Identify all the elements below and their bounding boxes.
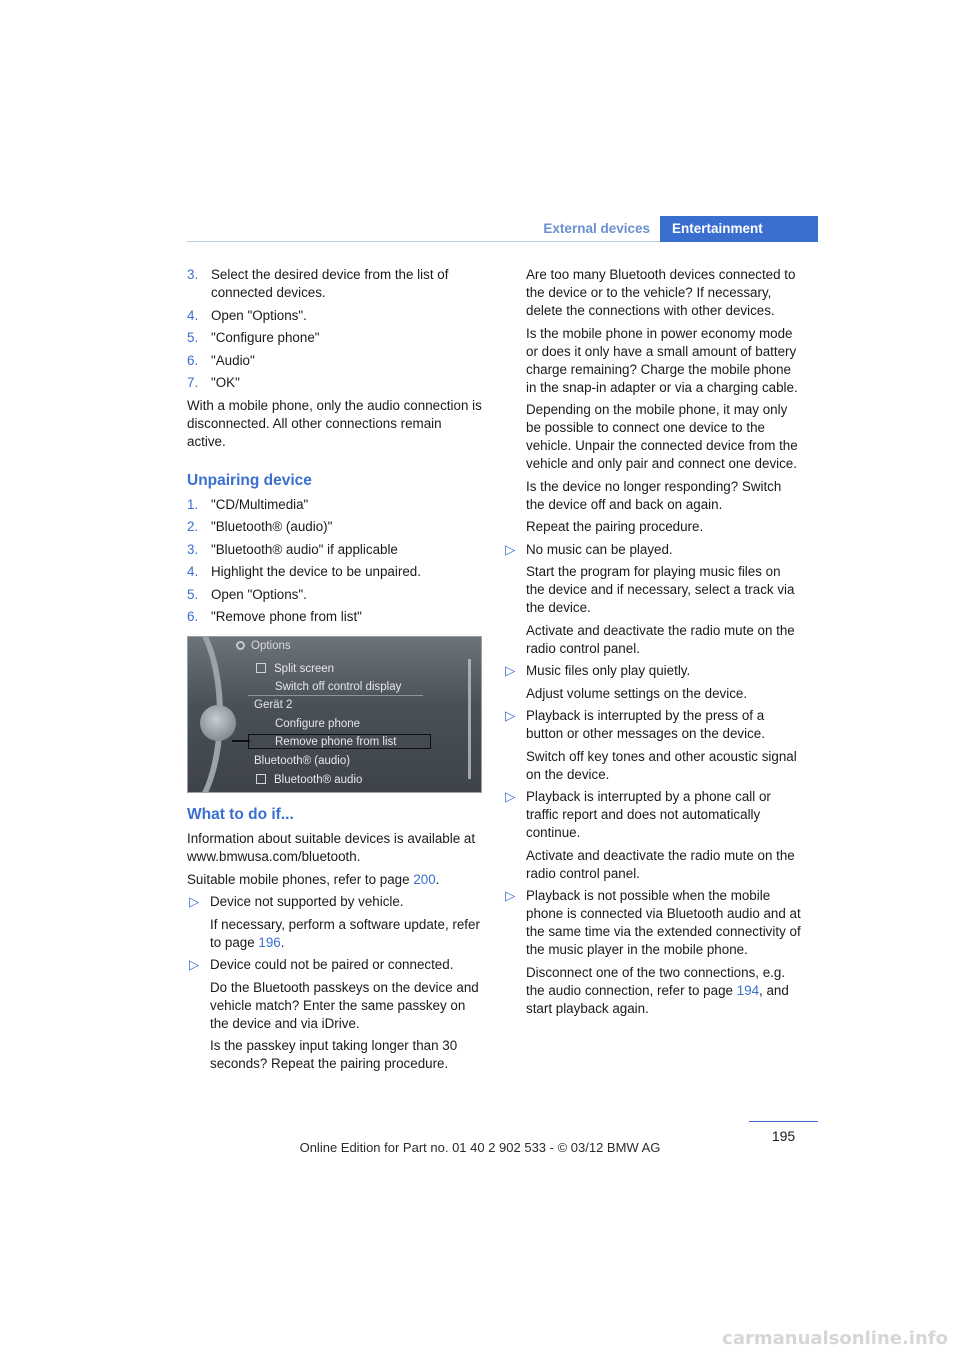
list-item: 4. Open "Options". (187, 307, 307, 323)
bullet-subtext: Depending on the mobile phone, it may only be possible to connect one device to the vehicle. Unpair the connected device from the vehicle and only pair and connect one device. (526, 402, 798, 471)
bullet-item: ▷ Music files only play quietly. (505, 663, 691, 678)
list-item: 3. "Bluetooth® audio" if applicable (187, 541, 398, 557)
list-item: 6. "Remove phone from list" (187, 609, 362, 624)
page-link[interactable]: 194 (736, 982, 760, 998)
pointer-line (232, 740, 250, 742)
bullet-subtext: Disconnect one of the two connections, e.g. the audio connection, refer to page 194, and start playback again. (526, 964, 789, 1016)
page-number-rule (749, 1121, 818, 1122)
watermark: carmanualsonline.info (722, 1328, 948, 1349)
heading-what-to-do: What to do if... (187, 806, 294, 823)
bullet-subtext: Switch off key tones and other acoustic signal on the device. (526, 748, 797, 782)
list-item: 4. Highlight the device to be unpaired. (187, 564, 421, 579)
checkbox-icon (256, 774, 266, 784)
bullet-subtext: Start the program for playing music files on the device and if necessary, select a track via the device. (526, 564, 795, 615)
bullet-subtext: Is the mobile phone in power economy mode or does it only have a small amount of battery charge remaining? Charge the mobile phone in the snap-in adapter or via a charging cable. (526, 325, 798, 395)
bullet-subtext: Adjust volume settings on the device. (526, 685, 748, 701)
bullet-subtext: Repeat the pairing procedure. (526, 519, 704, 534)
triangle-bullet-icon: ▷ (189, 957, 200, 972)
list-item: 5. "Configure phone" (187, 330, 320, 345)
page-link[interactable]: 200 (413, 871, 436, 887)
screen-row: Bluetooth® audio (256, 773, 362, 787)
paragraph: With a mobile phone, only the audio connection is disconnected. All other connections remain active. (187, 397, 482, 449)
screen-row: Gerät 2 (254, 699, 293, 711)
screen-row: Switch off control display (275, 681, 402, 693)
screen-row: Remove phone from list (275, 736, 397, 748)
paragraph: Information about suitable devices is available at www.bmwusa.com/bluetooth. (187, 831, 476, 864)
section-title: External devices (543, 221, 650, 236)
bullet-item: ▷ Playback is not possible when the mobile phone is connected via Bluetooth audio and at the same time via the extended connectivity of the music player in the mobile phone. (505, 888, 801, 957)
controller-knob (200, 705, 236, 741)
bullet-subtext: Is the device no longer responding? Switch the device off and back on again. (526, 478, 782, 512)
screen-title: Options (236, 639, 291, 653)
options-icon (236, 641, 245, 650)
right-column (503, 266, 801, 1022)
bullet-subtext: If necessary, perform a software update, refer to page 196. (210, 916, 480, 950)
bullet-item: ▷ Device not supported by vehicle. (189, 894, 404, 909)
bullet-subtext: Activate and deactivate the radio mute on the radio control panel. (526, 622, 795, 656)
footer-text: Online Edition for Part no. 01 40 2 902 533 - © 03/12 BMW AG (299, 1140, 661, 1155)
screen-row: Bluetooth® (audio) (254, 755, 351, 767)
triangle-bullet-icon: ▷ (505, 663, 516, 678)
triangle-bullet-icon: ▷ (505, 708, 516, 723)
chapter-tab: Entertainment (660, 216, 818, 242)
bullet-subtext: Are too many Bluetooth devices connected to the device or to the vehicle? If necessary, delete the connections with other devices. (526, 267, 796, 318)
screen-row: Split screen (256, 662, 334, 676)
list-item: 2. "Bluetooth® (audio)" (187, 519, 333, 534)
triangle-bullet-icon: ▷ (505, 541, 516, 557)
bullet-item: ▷ No music can be played. (505, 541, 673, 557)
bullet-subtext: Is the passkey input taking longer than 30 seconds? Repeat the pairing procedure. (210, 1038, 458, 1071)
idrive-screenshot (187, 636, 482, 793)
triangle-bullet-icon: ▷ (505, 888, 516, 903)
bullet-item: ▷ Device could not be paired or connected. (189, 957, 454, 972)
triangle-bullet-icon: ▷ (505, 789, 516, 804)
list-item: 3. Select the desired device from the list of connected devices. (187, 267, 449, 300)
screen-row: Configure phone (275, 718, 361, 730)
bullet-subtext: Do the Bluetooth passkeys on the device and vehicle match? Enter the same passkey on the device and via iDrive. (210, 979, 479, 1031)
list-item: 1. "CD/Multimedia" (187, 496, 309, 512)
page-link[interactable]: 196 (258, 934, 281, 950)
screen-divider (248, 695, 423, 696)
bullet-item: ▷ Playback is interrupted by the press of a button or other messages on the device. (505, 708, 765, 741)
triangle-bullet-icon: ▷ (189, 894, 200, 909)
heading-unpairing-device: Unpairing device (187, 471, 312, 489)
bullet-item: ▷ Playback is interrupted by a phone call or traffic report and does not automatically continue. (505, 789, 771, 840)
page-number: 195 (771, 1128, 796, 1144)
paragraph: Suitable mobile phones, refer to page 200. (187, 871, 440, 887)
list-item: 5. Open "Options". (187, 586, 307, 602)
checkbox-icon (256, 663, 266, 673)
left-column (187, 266, 482, 1078)
bullet-subtext: Activate and deactivate the radio mute on the radio control panel. (526, 847, 795, 881)
list-item: 7. "OK" (187, 375, 240, 390)
scroll-indicator (468, 659, 471, 779)
list-item: 6. "Audio" (187, 352, 255, 368)
